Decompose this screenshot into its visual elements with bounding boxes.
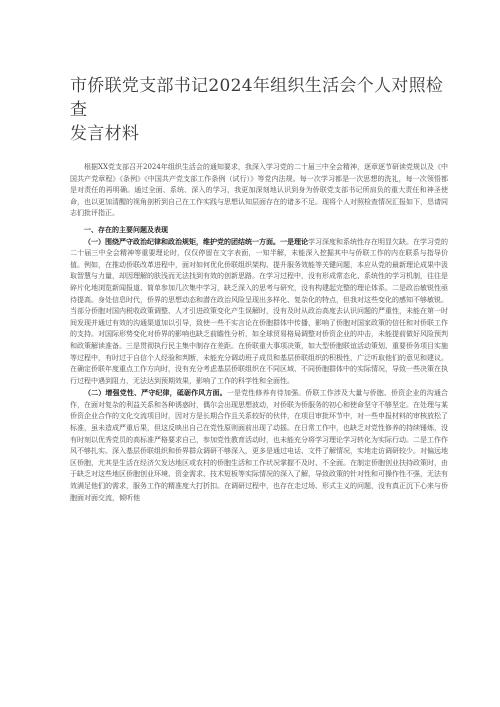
section-heading-1: 一、存在的主要问题及表现 bbox=[84, 224, 168, 234]
title-line-1: 市侨联党支部书记2024年组织生活会个人对照检查 bbox=[70, 76, 444, 120]
title-line-2: 发言材料 bbox=[70, 124, 140, 144]
point-2-paragraph bbox=[70, 387, 448, 504]
point-2-lead: （二）增强党性、严守纪律，砥砺作风方面。 bbox=[84, 388, 227, 398]
intro-paragraph: 根据XX党支部召开2024年组织生活会的通知要求，我深入学习党的二十届三中全会精神，逐章逐节研读党规以及《中国共产党章程》《条例》《中国共产党支部工作条例（试行）》等党内法规。每一次学习都是一次思想的洗礼，每一次领悟都是对责任的再明确。通过全面、系统、深入的学习，我更加深刻地认识到身为侨联党支部书记所肩负的重大责任和神圣使命，也以更加清醒的视角剖析到自己在工作实践与思想认知层面存在的诸多不足。现将个人对照检查情况汇报如下，恳请同志们批评指正。 bbox=[70, 163, 448, 218]
point-1-lead-2: 一是理论 bbox=[280, 236, 308, 246]
point-1-lead: （一）围绕严守政治纪律和政治规矩，维护党的团结统一方面。 bbox=[84, 236, 280, 246]
point-1-body: 学习深度和系统性存在明显欠缺。在学习党的二十届三中全会精神等重要理论时，仅仅停留在文字表面，一知半解，未能深入挖掘其中与侨联工作的内在联系与指导价值。例如，在推动侨联改革进程中，面对如何优化侨联组织架构、提升服务效能等关键问题，本应从党的最新理论成果中汲取智慧与力量，却因理解的肤浅而无法找到有效的创新思路。在学习过程中，没有形成常态化、系统性的学习机制，往往是碎片化地浏览新闻报道、简单参加几次集中学习，缺乏深入的思考与研究，没有构建起完整的理论体系。二是政治敏锐性亟待提高。身处信息时代，侨界的思想动态和潜在政治风险呈现出多样化、复杂化的特点，但我对这些变化的感知不够敏锐。当部分侨胞对国内税收政策调整、人才引进政策变化产生误解时，没有及时从政治高度去认识问题的严重性，未能在第一时间发现并通过有效的沟通渠道加以引导，致使一些不实言论在侨胞群体中传播，影响了侨胞对国家政策的信任和对侨联工作的支持。对国际形势变化对侨界的影响也缺乏前瞻性分析，如全球贸易格局调整对侨资企业的冲击，未能提前做好风险预判和政策解读准备。三是贯彻执行民主集中制存在差距。在侨联重大事项决策，如大型侨胞联谊活动策划、重要侨务项目实施等过程中，有时过于自信个人经验和判断，未能充分调动班子成员和基层侨联组织的积极性，广泛听取他们的意见和建议。在确定侨联年度重点工作方向时，没有充分考虑基层侨联组织在不同区域、不同侨胞群体中的实际情况，导致一些决策在执行过程中遇到阻力，无法达到预期效果，影响了工作的科学性和全面性。 bbox=[70, 237, 448, 385]
document-title bbox=[70, 74, 448, 146]
point-2-body: 一是党性修养有待加强。侨联工作涉及大量与侨胞、侨资企业的沟通合作，在面对复杂的利益关系和各种诱惑时，偶尔会出现思想波动，对侨联为侨服务的初心和使命坚守不够坚定。在处理与某侨资企业合作的文化交流项目时，因对方是长期合作且关系较好的伙伴，在项目审批环节中，对一些申报材料的审核放松了标准，虽未造成严重后果，但这反映出自己在党性原则面前出现了动摇。在日常工作中，也缺乏对党性修养的持续锤炼，没有时刻以优秀党员的高标准严格要求自己，参加党性教育活动时，也未能充分将学习理论学习转化为实际行动。二是工作作风不够扎实。深入基层侨联组织和侨界群众调研不够深入，更多是通过电话、文件了解情况，实地走访调研较少。对偏远地区侨胞，尤其是生活在经济欠发达地区或农村的侨胞生活和工作状况掌握不及时、不全面。在制定侨胞创业扶持政策时，由于缺乏对这些地区侨胞创业环境、资金需求、技术短板等实际情况的深入了解，导致政策的针对性和可操作性不强，无法有效满足他们的需求，服务工作的精准度大打折扣。在调研过程中，也存在走过场、形式主义的问题，没有真正沉下心来与侨胞面对面交流，倾听他 bbox=[70, 389, 449, 502]
point-1-paragraph bbox=[70, 236, 448, 388]
